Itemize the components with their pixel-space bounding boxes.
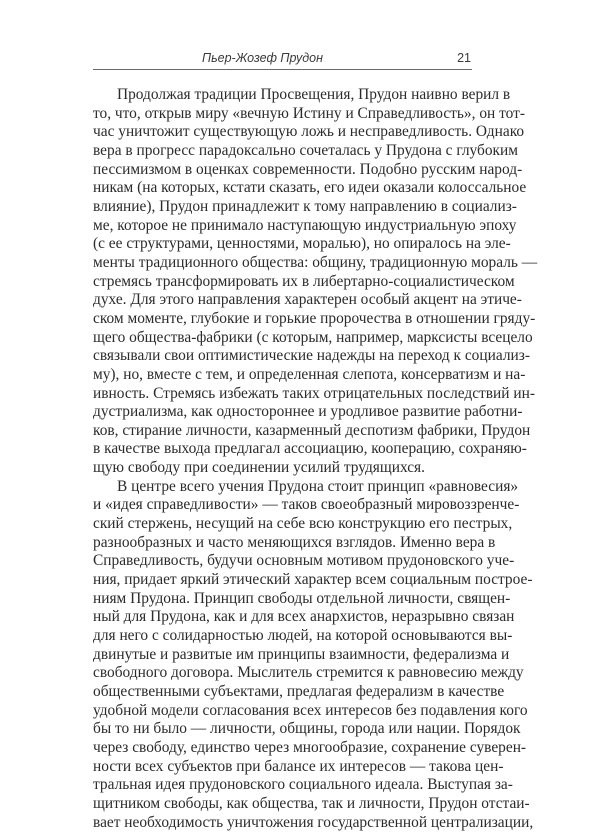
text-line: ский стержень, несущий на себе всю конструкцию его пестрых,: [93, 515, 513, 533]
text-line: ме, которое не принимало наступающую индустриальную эпоху: [93, 216, 517, 234]
text-line: разнообразных и часто меняющихся взглядов. Именно вера в: [93, 533, 496, 551]
text-line: вает необходимость уничтожения государственной централизации,: [93, 813, 534, 831]
text-line: никам (на которых, кстати сказать, его идеи оказали колоссальное: [93, 179, 527, 197]
page-number: 21: [457, 51, 471, 65]
text-line: щую свободу при соединении усилий трудящихся.: [93, 459, 425, 477]
text-line: щитником свободы, как общества, так и личности, Прудон отстаи-: [93, 794, 530, 812]
text-line: стремясь трансформировать их в либертарно-социалистическом: [93, 272, 515, 290]
text-line: му), но, вместе с тем, и определенная слепота, консерватизм и на-: [93, 365, 526, 383]
text-line: Продолжая традиции Просвещения, Прудон наивно верил в: [117, 86, 511, 103]
text-line: через свободу, единство через многообразие, сохранение суверен-: [93, 738, 527, 756]
text-line: Справедливость, будучи основным мотивом прудоновского уче-: [93, 552, 515, 570]
text-line: тральная идея прудоновского социального идеала. Выступая за-: [93, 776, 513, 794]
text-line: двинутые и развитые им принципы взаимности, федерализма и: [93, 645, 510, 663]
paragraph-2: [93, 477, 534, 832]
text-line: влияние), Прудон принадлежит к тому направлению в социализ-: [93, 197, 517, 215]
text-line: бы то ни было — личности, общины, города или нации. Порядок: [93, 720, 521, 738]
text-line: свободного договора. Мыслитель стремится к равновесию между: [93, 664, 524, 682]
text-line: (с ее структурами, ценностями, моралью), но опиралось на эле-: [93, 235, 511, 253]
text-line: ивность. Стремясь избежать таких отрицательных последствий ин-: [93, 384, 535, 402]
text-line: пессимизмом в оценках современности. Подобно русским народ-: [93, 160, 523, 178]
paragraph-1: [93, 86, 538, 478]
body-text: [93, 86, 538, 832]
running-title: Пьер-Жозеф Прудон: [202, 51, 323, 65]
text-line: общественными субъектами, предлагая федерализм в качестве: [93, 683, 505, 700]
text-line: связывали свои оптимистические надежды на переход к социализ-: [93, 347, 530, 365]
text-line: ском моменте, глубокие и горькие пророчества в отношении гряду-: [93, 309, 536, 327]
text-line: в качестве выхода предлагал ассоциацию, кооперацию, сохраняю-: [93, 440, 527, 458]
text-line: ков, стирание личности, казарменный деспотизм фабрики, Прудон: [93, 421, 531, 439]
running-head: [93, 51, 472, 70]
text-line: дустриализма, как одностороннее и уродливое развитие работни-: [93, 403, 523, 421]
text-line: вера в прогресс парадоксально сочеталась у Прудона с глубоким: [93, 141, 518, 159]
text-line: В центре всего учения Прудона стоит принцип «равновесия»: [117, 477, 519, 495]
text-line: щего общества-фабрики (с которым, например, марксисты всецело: [93, 328, 533, 346]
text-line: то, что, открыв миру «вечную Истину и Справедливость», он тот-: [93, 104, 525, 122]
text-line: и «идея справедливости» — таков своеобразный мировоззренче-: [93, 496, 520, 514]
text-line: час уничтожит существующую ложь и несправедливость. Однако: [93, 123, 525, 141]
text-line: ности всех субъектов при балансе их интересов — такова цен-: [93, 757, 504, 775]
text-line: ный для Прудона, как и для всех анархистов, неразрывно связан: [93, 608, 515, 626]
text-line: ния, придает яркий этический характер всем социальным построе-: [93, 571, 533, 589]
text-line: духе. Для этого направления характерен особый акцент на этиче-: [93, 291, 522, 309]
text-line: менты традиционного общества: общину, традиционную мораль —: [93, 253, 538, 271]
text-line: удобной модели согласования всех интересов без подавления кого: [93, 701, 528, 719]
text-line: ниям Прудона. Принцип свободы отдельной личности, священ-: [93, 589, 511, 607]
text-line: для него с солидарностью людей, на которой основываются вы-: [93, 627, 513, 645]
